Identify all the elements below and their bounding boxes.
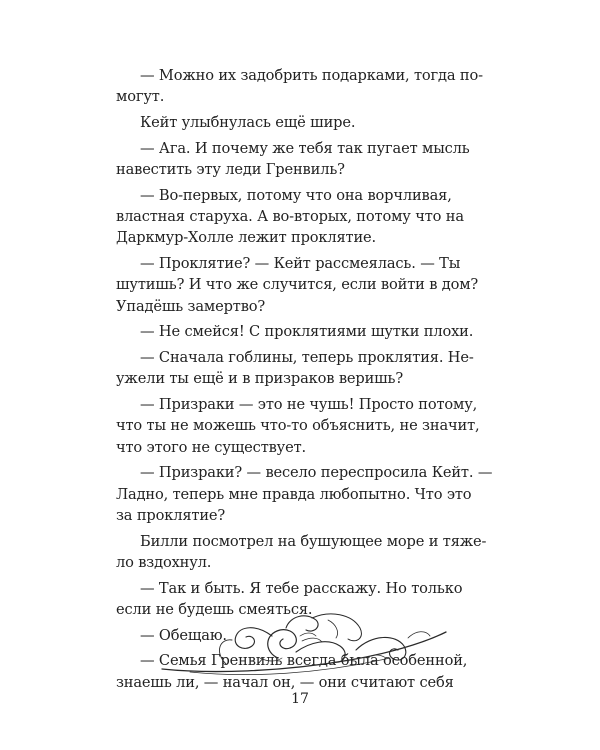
text-line: ужели ты ещё и в призраков веришь? xyxy=(116,370,404,388)
paragraph xyxy=(116,253,479,317)
text-line: знаешь ли, — начал он, — они считают себя xyxy=(116,673,454,691)
text-line: — Проклятие? — Кейт рассмеялась. — Ты xyxy=(140,254,461,272)
text-line: Упадёшь замертво? xyxy=(116,297,266,315)
text-line: — Сначала гоблины, теперь проклятия. Не- xyxy=(140,348,474,366)
text-line: если не будешь смеяться. xyxy=(116,600,313,618)
text-line: — Обещаю. xyxy=(140,626,227,644)
text-line: — Призраки? — весело переспросила Кейт. — xyxy=(140,464,493,482)
page-body-text xyxy=(116,65,493,697)
floral-ornament-icon xyxy=(160,608,450,686)
text-line: — Ага. И почему же тебя так пугает мысль xyxy=(140,139,470,157)
paragraph xyxy=(116,138,470,181)
paragraph xyxy=(116,531,487,574)
paragraph xyxy=(116,394,480,458)
paragraph xyxy=(116,462,493,526)
text-line: Кейт улыбнулась ещё шире. xyxy=(140,113,356,131)
text-line: — Можно их задобрить подарками, тогда по- xyxy=(140,67,483,84)
text-line: — Не смейся! С проклятиями шутки плохи. xyxy=(140,323,474,341)
text-line: — Семья Гренвиль всегда была особенной, xyxy=(140,652,468,670)
text-line: за проклятие? xyxy=(116,506,226,524)
paragraph xyxy=(116,321,474,342)
text-line: что ты не можешь что-то объяснить, не значит, xyxy=(116,417,480,435)
text-line: властная старуха. А во-вторых, потому что на xyxy=(116,207,464,225)
paragraph xyxy=(116,112,446,133)
text-line: Даркмур-Холле лежит проклятие. xyxy=(116,229,377,247)
text-line: шутишь? И что же случится, если войти в дом? xyxy=(116,276,479,294)
text-line: ло вздохнул. xyxy=(116,553,212,571)
paragraph xyxy=(116,65,483,108)
text-line: — Во-первых, потому что она ворчливая, xyxy=(140,186,452,204)
text-line: навестить эту леди Гренвиль? xyxy=(116,160,345,178)
text-line: Билли посмотрел на бушующее море и тяже- xyxy=(140,532,487,550)
paragraph xyxy=(116,185,464,249)
paragraph xyxy=(116,347,474,390)
text-line: Ладно, теперь мне правда любопытно. Что это xyxy=(116,485,472,503)
text-line: что этого не существует. xyxy=(116,438,307,456)
text-line: — Так и быть. Я тебе расскажу. Но только xyxy=(140,579,463,597)
page-number: 17 xyxy=(291,691,309,707)
text-line: могут. xyxy=(116,88,165,106)
text-line: — Призраки — это не чушь! Просто потому, xyxy=(140,395,478,413)
